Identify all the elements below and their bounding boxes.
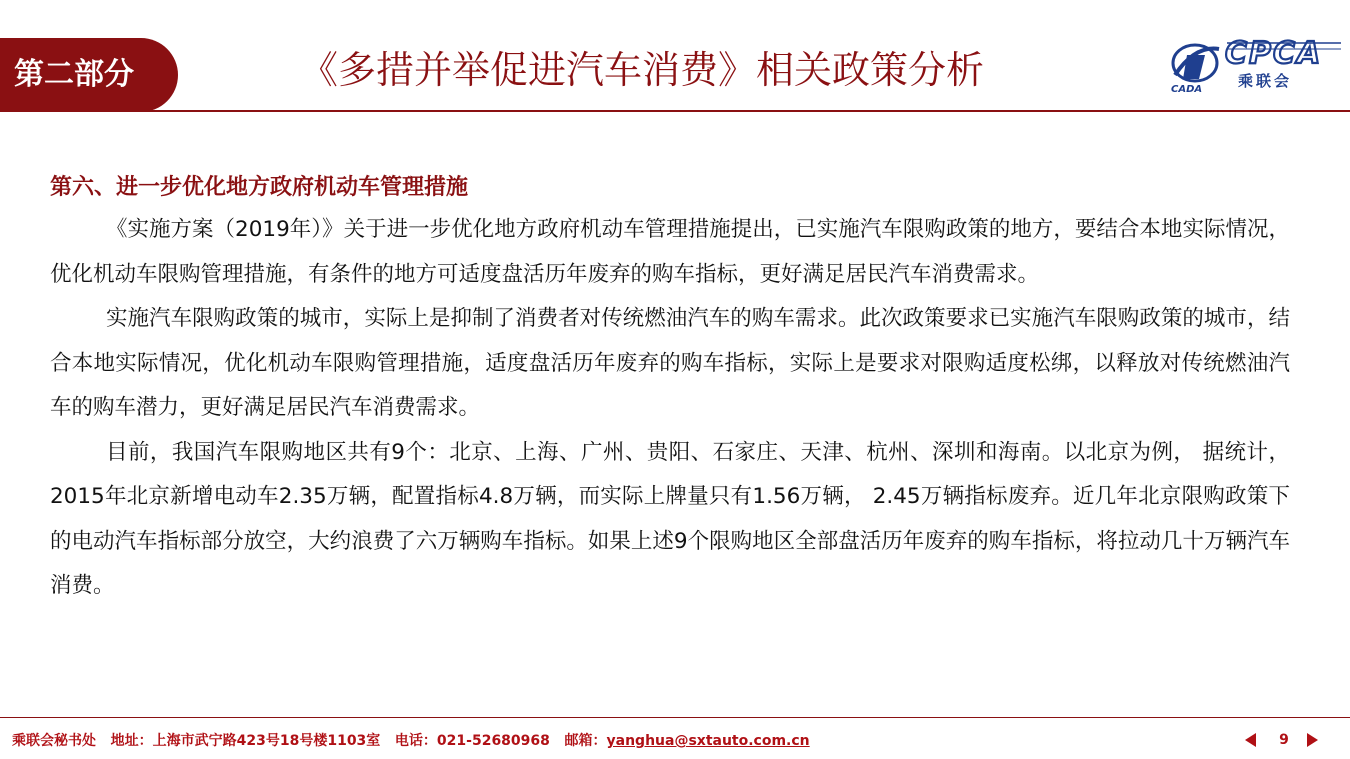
logo-text: CPCA: [1225, 36, 1323, 71]
footer-contact: [12, 731, 810, 751]
main-content: [50, 170, 1290, 609]
logo-small-text: CADA: [1171, 84, 1203, 95]
section-heading: 第六、进一步优化地方政府机动车管理措施: [50, 175, 469, 200]
cpca-wordmark: [1225, 36, 1341, 71]
footer-org: 乘联会秘书处: [12, 733, 96, 749]
cada-emblem-icon: [1171, 45, 1219, 95]
prev-page-icon[interactable]: [1245, 733, 1256, 747]
page-number: 9: [1279, 732, 1289, 748]
logo-subtitle: 乘联会: [1238, 72, 1293, 90]
paragraph-2: 实施汽车限购政策的城市，实际上是抑制了消费者对传统燃油汽车的购车需求。此次政策要求已实施汽车限购政策的城市，结合本地实际情况，优化机动车限购管理措施，适度盘活历年废弃的购车指标，实际上是要求对限购适度松绑，以释放对传统燃油汽车的购车潜力，更好满足居民汽车消费需求。: [50, 306, 1290, 420]
paragraph-1: 《实施方案（2019年）》关于进一步优化地方政府机动车管理措施提出，已实施汽车限购政策的地方，要结合本地实际情况，优化机动车限购管理措施，有条件的地方可适度盘活历年废弃的购车指标，更好满足居民汽车消费需求。: [50, 217, 1290, 287]
section-label: 第二部分: [14, 57, 134, 92]
header-divider: [0, 110, 1350, 112]
footer-email-label: 邮箱：: [564, 733, 607, 749]
footer-divider: [0, 717, 1350, 718]
footer-email-link[interactable]: yanghua@sxtauto.com.cn: [606, 733, 810, 749]
next-page-icon[interactable]: [1307, 733, 1318, 747]
paragraph-3: 目前，我国汽车限购地区共有9个：北京、上海、广州、贵阳、石家庄、天津、杭州、深圳和海南。以北京为例， 据统计，2015年北京新增电动车2.35万辆，配置指标4.8万辆，而实际上牌量只有1.56万辆， 2.45万辆指标废弃。近几年北京限购政策下的电动汽车指标部分放空，大约浪费了六万辆购车指标。如果上述9个限购地区全部盘活历年废弃的购车指标，将拉动几十万辆汽车消费。: [50, 439, 1290, 598]
footer-phone: 电话：021-52680968: [394, 733, 550, 749]
footer-address: 地址：上海市武宁路423号18号楼1103室: [110, 733, 381, 749]
page-title: 《多措并举促进汽车消费》相关政策分析: [300, 48, 985, 92]
section-tab: [0, 38, 178, 112]
pager: [1245, 729, 1325, 751]
